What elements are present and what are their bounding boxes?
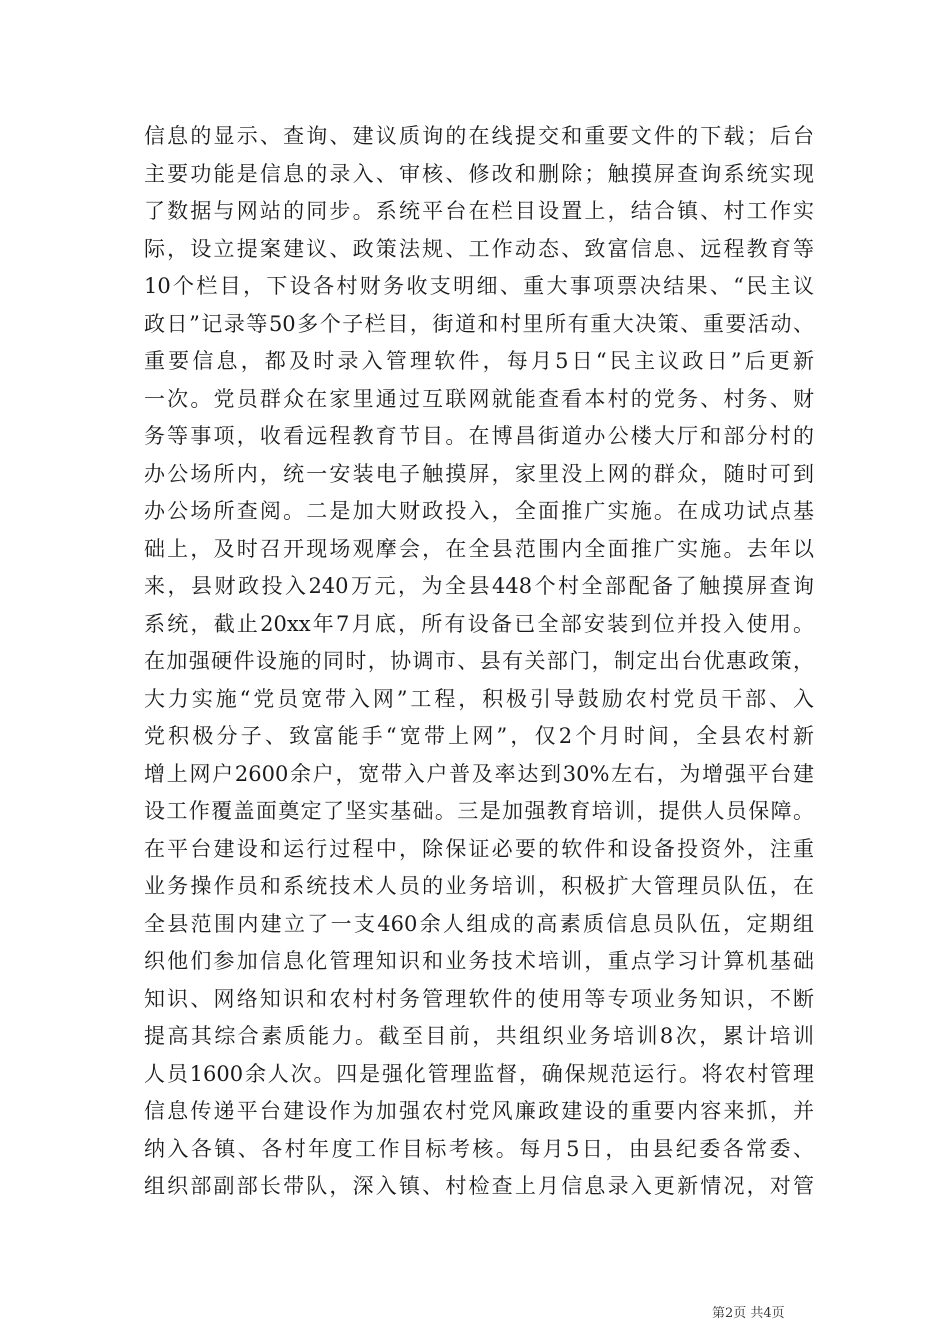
text-line: 办公场所查阅。二是加大财政投入，全面推广实施。在成功试点基	[144, 499, 814, 523]
text-line: 了数据与网站的同步。系统平台在栏目设置上，结合镇、村工作实	[144, 199, 814, 223]
text-line: 提高其综合素质能力。截至目前，共组织业务培训8次，累计培训	[144, 1024, 814, 1048]
text-line: 来，县财政投入240万元，为全县448个村全部配备了触摸屏查询	[144, 574, 814, 598]
text-line: 办公场所内，统一安装电子触摸屏，家里没上网的群众，随时可到	[144, 461, 814, 486]
text-line: 设工作覆盖面奠定了坚实基础。三是加强教育培训，提供人员保障。	[144, 799, 814, 823]
text-line: 知识、网络知识和农村村务管理软件的使用等专项业务知识，不断	[144, 986, 814, 1011]
text-line: 在平台建设和运行过程中，除保证必要的软件和设备投资外，注重	[144, 836, 814, 861]
text-line: 政日”记录等50多个子栏目，街道和村里所有重大决策、重要活动、	[144, 311, 814, 336]
text-line: 务等事项，收看远程教育节目。在博昌街道办公楼大厅和部分村的	[144, 424, 814, 448]
text-line: 纳入各镇、各村年度工作目标考核。每月5日，由县纪委各常委、	[144, 1136, 814, 1161]
text-line: 大力实施“党员宽带入网”工程，积极引导鼓励农村党员干部、入	[144, 686, 814, 711]
body-text	[144, 118, 814, 1206]
text-line: 础上，及时召开现场观摩会，在全县范围内全面推广实施。去年以	[144, 536, 814, 561]
text-line: 一次。党员群众在家里通过互联网就能查看本村的党务、村务、财	[144, 386, 814, 411]
text-line: 组织部副部长带队，深入镇、村检查上月信息录入更新情况，对管	[144, 1174, 814, 1198]
text-line: 全县范围内建立了一支460余人组成的高素质信息员队伍，定期组	[144, 911, 814, 936]
text-line: 系统，截止20xx年7月底，所有设备已全部安装到位并投入使用。	[144, 611, 814, 636]
text-line: 10个栏目，下设各村财务收支明细、重大事项票决结果、“民主议	[144, 274, 814, 298]
text-line: 人员1600余人次。四是强化管理监督，确保规范运行。将农村管理	[144, 1061, 814, 1086]
text-line: 信息的显示、查询、建议质询的在线提交和重要文件的下载；后台	[144, 124, 814, 148]
text-line: 增上网户2600余户，宽带入户普及率达到30%左右，为增强平台建	[144, 761, 814, 786]
text-line: 业务操作员和系统技术人员的业务培训，积极扩大管理员队伍，在	[144, 874, 814, 898]
text-line: 重要信息，都及时录入管理软件，每月5日“民主议政日”后更新	[144, 349, 814, 373]
text-line: 信息传递平台建设作为加强农村党风廉政建设的重要内容来抓，并	[144, 1099, 814, 1123]
text-line: 际，设立提案建议、政策法规、工作动态、致富信息、远程教育等	[144, 236, 814, 261]
text-line: 党积极分子、致富能手“宽带上网”，仅2个月时间，全县农村新	[144, 724, 814, 748]
text-line: 在加强硬件设施的同时，协调市、县有关部门，制定出台优惠政策，	[144, 649, 814, 673]
text-line: 织他们参加信息化管理知识和业务技术培训，重点学习计算机基础	[144, 949, 814, 973]
text-line: 主要功能是信息的录入、审核、修改和删除；触摸屏查询系统实现	[144, 161, 814, 186]
page-footer: 第2页 共4页	[712, 1306, 785, 1321]
